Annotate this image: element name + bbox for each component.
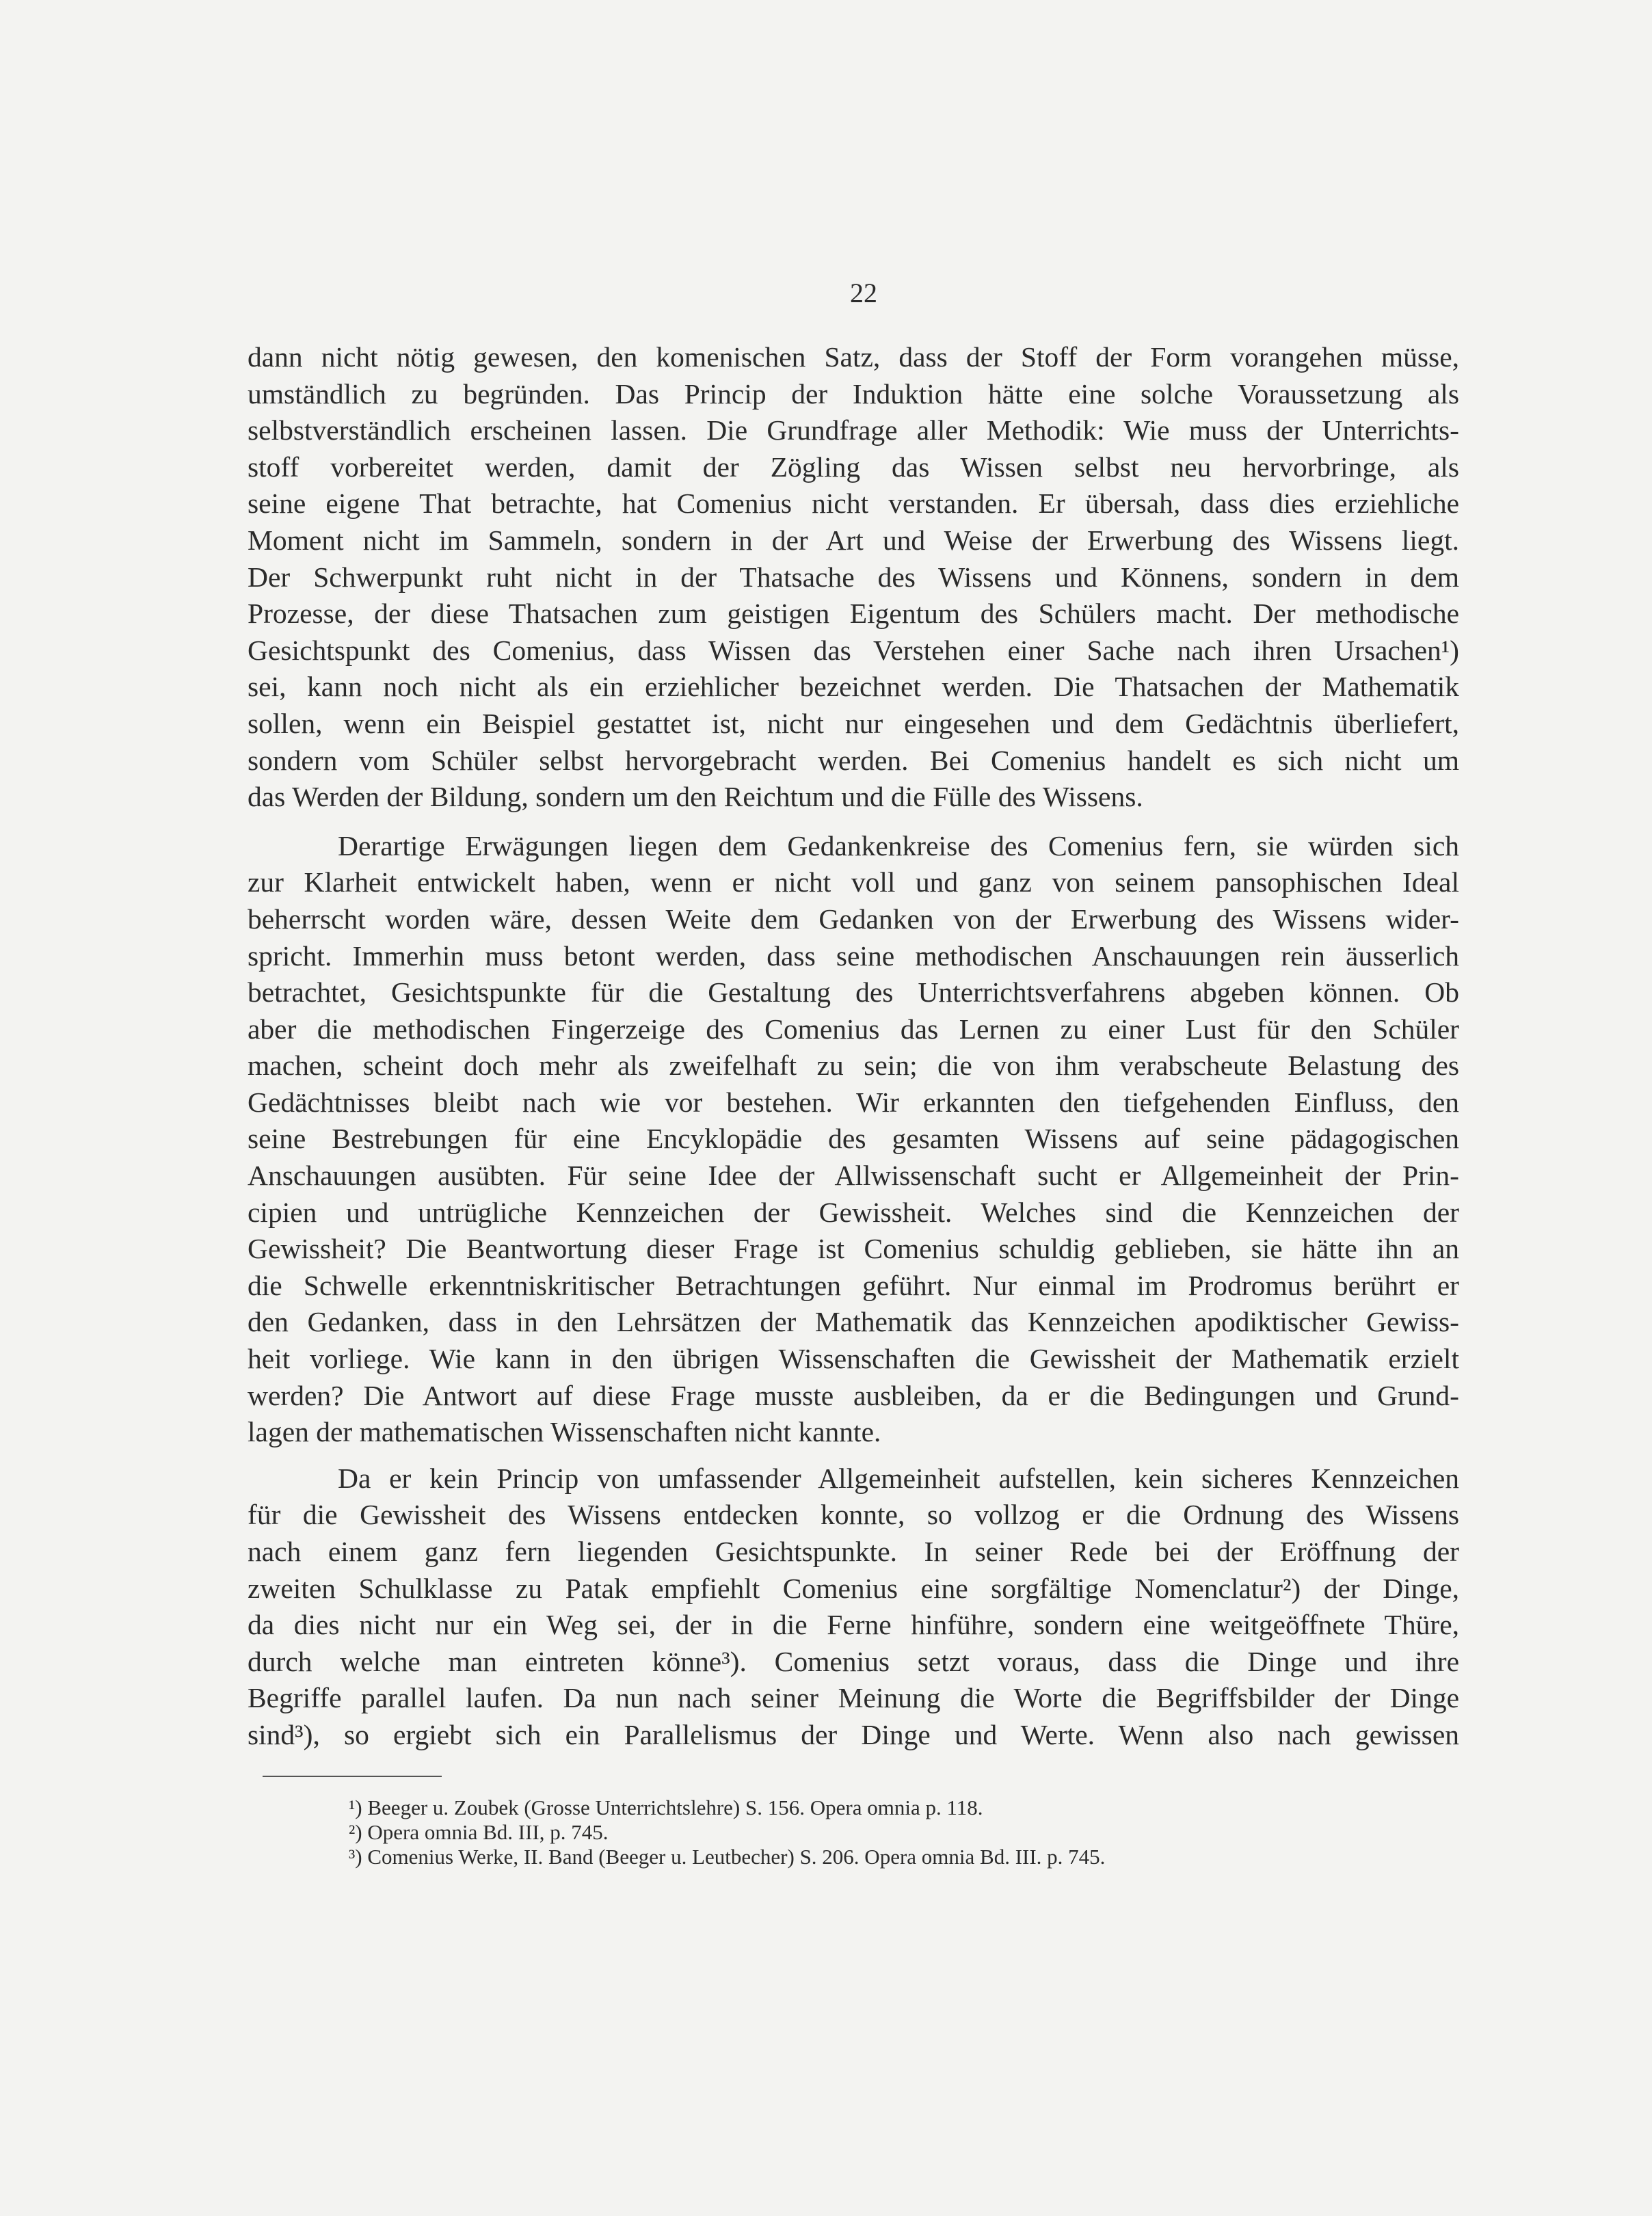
text-line: das Werden der Bildung, sondern um den Reichtum und die Fülle des Wissens. [248,781,1143,813]
text-line: seine eigene That betrachte, hat Comenius nicht verstanden. Er übersah, dass dies erziehliche [248,488,1459,520]
text-line: beherrscht worden wäre, dessen Weite dem Gedanken von der Erwerbung des Wissens wider- [248,903,1459,935]
text-line: Gewissheit? Die Beantwortung dieser Frage ist Comenius schuldig geblieben, sie hätte ihn an [248,1233,1459,1265]
footnote-2: ²) Opera omnia Bd. III, p. 745. [349,1820,609,1844]
text-line: zur Klarheit entwickelt haben, wenn er nicht voll und ganz von seinem pansophischen Ideal [248,866,1459,898]
text-line: sei, kann noch nicht als ein erziehlicher bezeichnet werden. Die Thatsachen der Mathematik [248,671,1459,703]
paragraph-1 [248,339,1459,816]
paragraph-2 [248,828,1459,1451]
text-line: sondern vom Schüler selbst hervorgebracht werden. Bei Comenius handelt es sich nicht um [248,744,1459,776]
text-line: Moment nicht im Sammeln, sondern in der Art und Weise der Erwerbung des Wissens liegt. [248,524,1459,556]
text-line: werden? Die Antwort auf diese Frage musste ausbleiben, da er die Bedingungen und Grund- [248,1379,1459,1411]
text-line: zweiten Schulklasse zu Patak empfiehlt Comenius eine sorgfältige Nomenclatur²) der Dinge, [248,1572,1459,1604]
text-line: heit vorliege. Wie kann in den übrigen Wissenschaften die Gewissheit der Mathematik erzielt [248,1343,1459,1375]
text-line: betrachtet, Gesichtspunkte für die Gestaltung des Unterrichtsverfahrens abgeben können. Ob [248,976,1459,1009]
text-line: Begriffe parallel laufen. Da nun nach seiner Meinung die Worte die Begriffsbilder der Dinge [248,1682,1459,1714]
paragraph-3 [248,1460,1459,1754]
text-line: sind³), so ergiebt sich ein Parallelismus der Dinge und Werte. Wenn also nach gewissen [248,1718,1459,1750]
page-number: 22 [850,278,877,308]
text-line: Gesichtspunkt des Comenius, dass Wissen das Verstehen einer Sache nach ihren Ursachen¹) [248,634,1459,666]
text-line: cipien und untrügliche Kennzeichen der Gewissheit. Welches sind die Kennzeichen der [248,1196,1459,1228]
text-line: Derartige Erwägungen liegen dem Gedankenkreise des Comenius fern, sie würden sich [338,829,1459,862]
body-text [248,339,1459,1754]
text-line: Gedächtnisses bleibt nach wie vor bestehen. Wir erkannten den tiefgehenden Einfluss, den [248,1086,1459,1118]
text-line: da dies nicht nur ein Weg sei, der in die Ferne hinführe, sondern eine weitgeöffnete Thüre, [248,1609,1459,1641]
text-line: selbstverständlich erscheinen lassen. Die Grundfrage aller Methodik: Wie muss der Unterrichts- [248,414,1459,446]
footnote-divider [263,1776,442,1777]
footnote-1: ¹) Beeger u. Zoubek (Grosse Unterrichtslehre) S. 156. Opera omnia p. 118. [349,1796,983,1819]
text-line: den Gedanken, dass in den Lehrsätzen der Mathematik das Kennzeichen apodiktischer Gewiss- [248,1306,1459,1338]
text-line: sollen, wenn ein Beispiel gestattet ist, nicht nur eingesehen und dem Gedächtnis überliefert, [248,707,1459,739]
text-line: die Schwelle erkenntniskritischer Betrachtungen geführt. Nur einmal im Prodromus berührt er [248,1269,1459,1301]
text-line: durch welche man eintreten könne³). Comenius setzt voraus, dass die Dinge und ihre [248,1645,1459,1677]
text-line: Prozesse, der diese Thatsachen zum geistigen Eigentum des Schülers macht. Der methodische [248,598,1459,630]
footnotes [349,1796,1443,1869]
text-line: lagen der mathematischen Wissenschaften nicht kannte. [248,1416,881,1448]
text-line: spricht. Immerhin muss betont werden, dass seine methodischen Anschauungen rein äusserlich [248,939,1459,972]
text-line: dann nicht nötig gewesen, den komenischen Satz, dass der Stoff der Form vorangehen müsse, [248,341,1459,373]
text-line: umständlich zu begründen. Das Princip der Induktion hätte eine solche Voraussetzung als [248,377,1459,410]
text-line: Anschauungen ausübten. Für seine Idee der Allwissenschaft sucht er Allgemeinheit der Prin- [248,1160,1459,1192]
text-line: seine Bestrebungen für eine Encyklopädie des gesamten Wissens auf seine pädagogischen [248,1123,1459,1155]
text-line: aber die methodischen Fingerzeige des Comenius das Lernen zu einer Lust für den Schüler [248,1013,1459,1045]
text-line: stoff vorbereitet werden, damit der Zögling das Wissen selbst neu hervorbringe, als [248,451,1459,483]
text-line: für die Gewissheit des Wissens entdecken konnte, so vollzog er die Ordnung des Wissens [248,1499,1459,1531]
text-line: machen, scheint doch mehr als zweifelhaft zu sein; die von ihm verabscheute Belastung des [248,1050,1459,1082]
text-line: Der Schwerpunkt ruht nicht in der Thatsache des Wissens und Könnens, sondern in dem [248,561,1459,593]
text-line: nach einem ganz fern liegenden Gesichtspunkte. In seiner Rede bei der Eröffnung der [248,1536,1459,1567]
footnote-3: ³) Comenius Werke, II. Band (Beeger u. Leutbecher) S. 206. Opera omnia Bd. III. p. 745. [349,1845,1106,1869]
text-line: Da er kein Princip von umfassender Allgemeinheit aufstellen, kein sicheres Kennzeichen [338,1462,1459,1494]
